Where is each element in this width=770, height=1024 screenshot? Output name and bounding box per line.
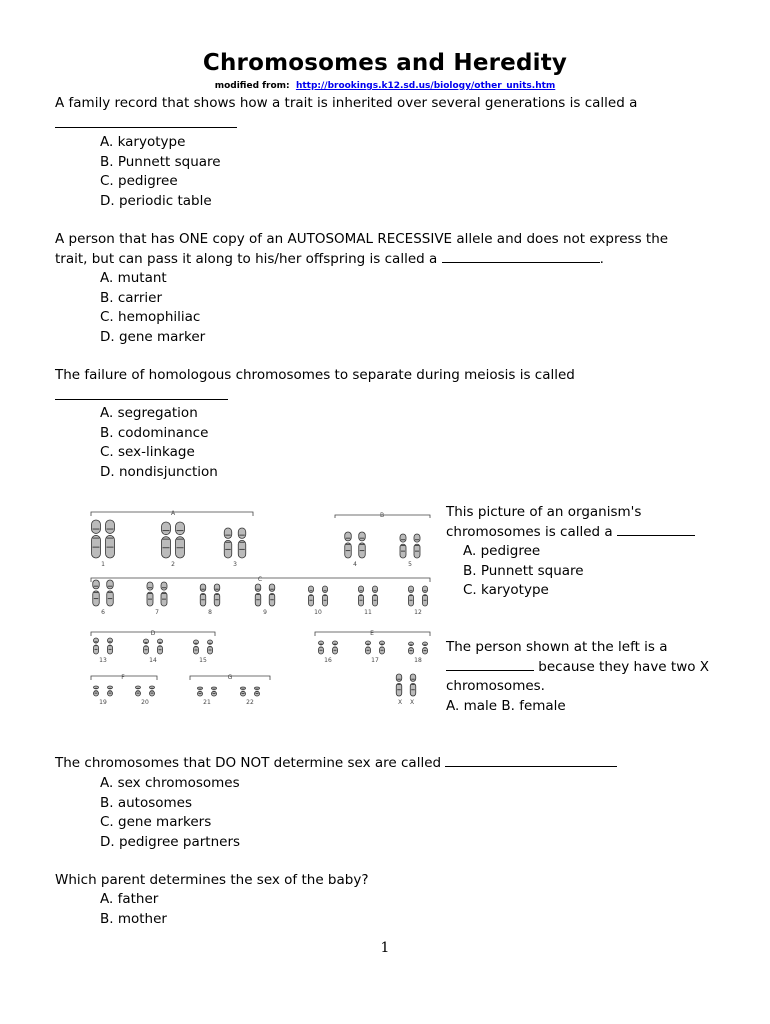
chr-9-pair bbox=[255, 584, 275, 606]
q4-option-a: A. pedigree bbox=[463, 543, 541, 559]
chr-18-pair bbox=[409, 642, 428, 654]
chromosome-number-3: 3 bbox=[233, 561, 237, 568]
chromosome-number-17: 17 bbox=[371, 657, 379, 664]
group-label-g: G bbox=[227, 674, 233, 681]
chr-12-arm-p-1 bbox=[409, 586, 414, 593]
karyotype-image bbox=[85, 506, 440, 711]
question-2-options bbox=[100, 269, 205, 347]
chr-19-pair bbox=[94, 686, 113, 696]
question-7 bbox=[55, 871, 369, 891]
group-label-f: F bbox=[121, 674, 125, 681]
chr-4-pair bbox=[345, 532, 366, 558]
q7-option-a: A. father bbox=[100, 891, 159, 907]
chr-9-arm-p-1 bbox=[255, 584, 261, 591]
chr-2-arm-p-2 bbox=[176, 522, 185, 535]
group-label-b: B bbox=[379, 512, 385, 519]
chr-2-pair bbox=[162, 522, 185, 558]
question-5-blank bbox=[446, 658, 534, 671]
chr-4-arm-p-2 bbox=[359, 532, 366, 541]
chr-1-pair bbox=[92, 520, 115, 558]
chromosome-number-4: 4 bbox=[353, 561, 357, 568]
q6-option-a: A. sex chromosomes bbox=[100, 775, 240, 791]
page-number: 1 bbox=[380, 940, 390, 956]
chr-1-arm-p-2 bbox=[106, 520, 115, 533]
question-2 bbox=[55, 230, 735, 269]
chr-9-arm-p-2 bbox=[269, 584, 275, 591]
chromosome-number-19: 19 bbox=[99, 699, 107, 706]
chr-16-pair bbox=[319, 641, 338, 654]
q1-option-a: A. karyotype bbox=[100, 134, 186, 150]
chr-12-arm-p-2 bbox=[423, 586, 428, 593]
q4-option-c: C. karyotype bbox=[463, 582, 549, 598]
chr-x-arm-p-1 bbox=[396, 674, 402, 681]
q3-option-a: A. segregation bbox=[100, 405, 198, 421]
q1-option-d: D. periodic table bbox=[100, 192, 212, 209]
chromosome-number-14: 14 bbox=[149, 657, 157, 664]
chr-2-arm-p-1 bbox=[162, 522, 171, 535]
chr-3-arm-p-2 bbox=[238, 528, 246, 538]
question-7-text: Which parent determines the sex of the baby? bbox=[55, 872, 369, 888]
q3-option-b: B. codominance bbox=[100, 424, 209, 441]
question-4-blank bbox=[617, 523, 695, 536]
chr-11-pair bbox=[359, 586, 378, 606]
q1-option-b: B. Punnett square bbox=[100, 153, 221, 170]
q2-option-d: D. gene marker bbox=[100, 328, 206, 345]
chr-x-pair bbox=[396, 674, 416, 696]
group-label-c: C bbox=[257, 576, 263, 583]
group-label-d: D bbox=[150, 630, 156, 637]
q2-option-c: C. hemophiliac bbox=[100, 309, 201, 325]
chromosome-number-20: 20 bbox=[141, 699, 149, 706]
chr-1-arm-p-1 bbox=[92, 520, 101, 533]
question-6-options bbox=[100, 774, 240, 852]
chr-10-pair bbox=[309, 586, 328, 606]
chromosome-number-x1: X bbox=[397, 699, 403, 706]
chr-6-arm-p-2 bbox=[107, 580, 114, 589]
chr-10-arm-p-1 bbox=[309, 586, 314, 593]
q6-option-c: C. gene markers bbox=[100, 814, 212, 830]
chr-8-pair bbox=[200, 584, 220, 606]
q6-option-b: B. autosomes bbox=[100, 794, 193, 811]
chr-5-arm-p-2 bbox=[414, 534, 420, 542]
chr-10-arm-p-2 bbox=[323, 586, 328, 593]
chromosome-number-6: 6 bbox=[101, 609, 105, 616]
chromosome-number-5: 5 bbox=[408, 561, 412, 568]
question-7-options bbox=[100, 890, 167, 929]
question-5-line2: because they have two X bbox=[446, 658, 709, 678]
chromosome-number-8: 8 bbox=[208, 609, 212, 616]
question-5 bbox=[446, 638, 709, 716]
chr-13-arm-p-2 bbox=[108, 638, 113, 643]
chr-11-arm-p-1 bbox=[359, 586, 364, 593]
chromosome-number-12: 12 bbox=[414, 609, 422, 616]
group-label-a: A bbox=[170, 510, 176, 517]
question-6-text: The chromosomes that DO NOT determine sex are called bbox=[55, 755, 442, 771]
chr-7-arm-p-1 bbox=[147, 582, 153, 590]
chromosome-number-1: 1 bbox=[101, 561, 105, 568]
q4-option-b: B. Punnett square bbox=[463, 562, 584, 579]
chr-x-arm-p-2 bbox=[410, 674, 416, 681]
chromosome-number-11: 11 bbox=[364, 609, 372, 616]
source-link[interactable]: http://brookings.k12.sd.us/biology/other_units.htm bbox=[295, 81, 556, 91]
chr-22-pair bbox=[241, 687, 260, 696]
chr-20-pair bbox=[136, 686, 155, 696]
chr-14-pair bbox=[144, 639, 163, 654]
chr-8-arm-p-1 bbox=[200, 584, 206, 591]
chromosome-number-9: 9 bbox=[263, 609, 267, 616]
chr-7-arm-p-2 bbox=[161, 582, 167, 590]
page-title: Chromosomes and Heredity bbox=[202, 50, 568, 76]
question-5-line3: chromosomes. bbox=[446, 678, 545, 694]
question-5-options: A. male B. female bbox=[446, 697, 566, 714]
group-label-e: E bbox=[370, 630, 374, 637]
q7-option-b: B. mother bbox=[100, 910, 167, 927]
chr-13-pair bbox=[94, 638, 113, 654]
question-5-line1: The person shown at the left is a bbox=[446, 639, 668, 655]
chr-8-arm-p-2 bbox=[214, 584, 220, 591]
question-3-text: The failure of homologous chromosomes to separate during meiosis is called bbox=[55, 367, 575, 383]
question-1-blank bbox=[55, 127, 237, 128]
chr-13-arm-p-1 bbox=[94, 638, 99, 643]
chromosome-number-15: 15 bbox=[199, 657, 207, 664]
q3-option-d: D. nondisjunction bbox=[100, 463, 218, 480]
chr-15-pair bbox=[194, 640, 213, 654]
chr-7-pair bbox=[147, 582, 167, 606]
chr-5-pair bbox=[400, 534, 420, 558]
chromosome-number-16: 16 bbox=[324, 657, 332, 664]
chromosome-number-7: 7 bbox=[155, 609, 159, 616]
chr-17-pair bbox=[366, 641, 385, 654]
question-1 bbox=[55, 94, 637, 114]
chr-5-arm-p-1 bbox=[400, 534, 406, 542]
question-2-blank bbox=[442, 250, 600, 263]
question-3-options bbox=[100, 404, 218, 482]
chr-3-pair bbox=[224, 528, 246, 558]
chromosome-number-10: 10 bbox=[314, 609, 322, 616]
q2-option-b: B. carrier bbox=[100, 289, 163, 306]
source-line bbox=[0, 81, 770, 91]
q2-option-a: A. mutant bbox=[100, 270, 167, 286]
chr-6-pair bbox=[93, 580, 114, 606]
question-4-line1: This picture of an organism's bbox=[446, 504, 642, 520]
q6-option-d: D. pedigree partners bbox=[100, 833, 241, 850]
q1-option-c: C. pedigree bbox=[100, 173, 178, 189]
chromosome-number-21: 21 bbox=[203, 699, 211, 706]
chromosome-number-13: 13 bbox=[99, 657, 107, 664]
chr-21-pair bbox=[198, 687, 217, 696]
question-3 bbox=[55, 366, 575, 386]
chr-11-arm-p-2 bbox=[373, 586, 378, 593]
q3-option-c: C. sex-linkage bbox=[100, 444, 195, 460]
question-2-line1: A person that has ONE copy of an AUTOSOMAL RECESSIVE allele and does not express the bbox=[55, 231, 669, 247]
chr-4-arm-p-1 bbox=[345, 532, 352, 541]
chromosome-number-2: 2 bbox=[171, 561, 175, 568]
chromosome-number-x2: X bbox=[409, 699, 415, 706]
question-4-line2: chromosomes is called a bbox=[446, 523, 695, 543]
question-1-options bbox=[100, 133, 221, 211]
question-3-blank bbox=[55, 399, 228, 400]
question-4 bbox=[446, 503, 695, 601]
chromosome-number-18: 18 bbox=[414, 657, 422, 664]
question-1-text: A family record that shows how a trait is inherited over several generations is called a bbox=[55, 95, 638, 111]
chromosome-number-22: 22 bbox=[246, 699, 254, 706]
question-6 bbox=[55, 754, 617, 774]
question-6-blank bbox=[445, 754, 617, 767]
question-2-line2: trait, but can pass it along to his/her offspring is called a . bbox=[55, 250, 604, 267]
chr-12-pair bbox=[409, 586, 428, 606]
source-label: modified from: bbox=[214, 81, 290, 91]
chr-6-arm-p-1 bbox=[93, 580, 100, 589]
chromosome-pairs bbox=[92, 520, 428, 696]
chr-3-arm-p-1 bbox=[224, 528, 232, 538]
